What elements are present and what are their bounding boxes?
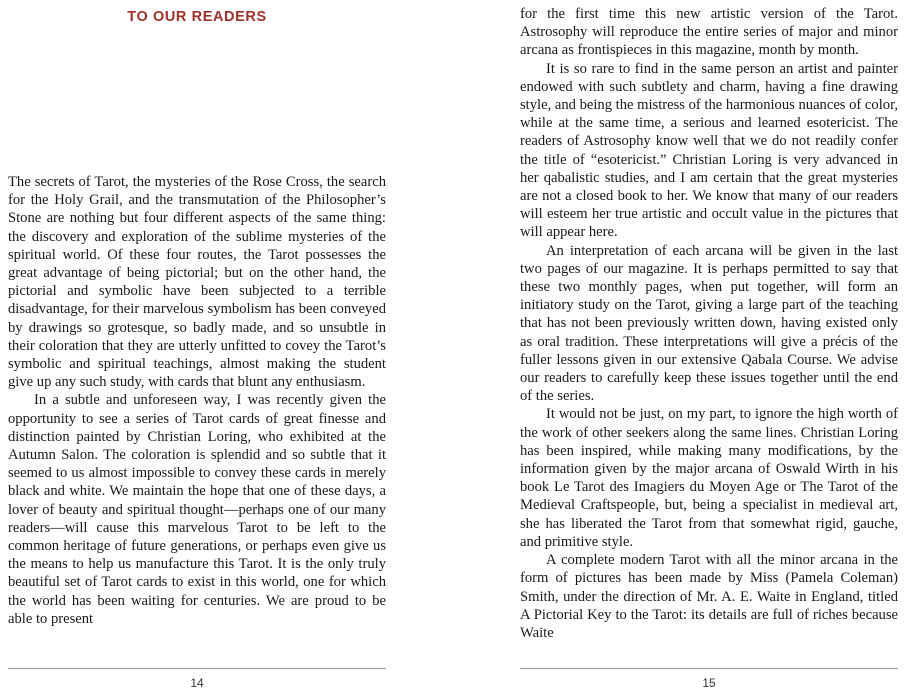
paragraph: It is so rare to find in the same person an artist and painter endowed with such subtlety and charm, having a fine drawing style, and being the mistress of the harmonious nuances of color, while at the same time, a serious and learned esotericist. The readers of Astrosophy know well that we do not readily confer the title of “esotericist.” Christian Loring is very advanced in her qabalistic studies, and I am certain that the great mysteries are not a closed book to her. We know that many of our readers will esteem her true artistic and occult value in the pictures that will appear here. (520, 60, 898, 241)
paragraph: An interpretation of each arcana will be given in the last two pages of our magazine. It is perhaps permitted to say that these two monthly pages, when put together, will form an initiatory study on the Tarot, giving a large part of the teaching that has not been previously written down, having existed only as oral tradition. These interpretations will give a précis of the fuller lessons given in our extensive Qabala Course. We advise our readers to carefully keep these issues together until the end of the series. (520, 242, 898, 405)
paragraph: It would not be just, on my part, to ignore the high worth of the work of other seekers along the same lines. Christian Loring has been inspired, while making many modifications, by the information given by the major arcana of Oswald Wirth in his book Le Tarot des Imagiers du Moyen Age or The Tarot of the Medieval Craftspeople, but, being a specialist in medieval art, she has liberated the Tarot from that somewhat rigid, gauche, and primitive style. (520, 406, 898, 550)
right-body-text (520, 5, 898, 642)
footer-rule (520, 668, 898, 669)
left-body-text (8, 173, 386, 628)
footer-rule (8, 668, 386, 669)
paragraph: A complete modern Tarot with all the minor arcana in the form of pictures has been made by Miss (Pamela Coleman) Smith, under the direction of Mr. A. E. Waite in England, titled A Pictorial Key to the Tarot: its details are full of riches because Waite (520, 552, 898, 641)
page-number: 14 (190, 676, 204, 690)
right-page (520, 0, 898, 694)
paragraph: In a subtle and unforeseen way, I was recently given the opportunity to see a series of Tarot cards of great finesse and distinction painted by Christian Loring, who exhibited at the Autumn Salon. The coloration is splendid and so subtle that it seemed to us almost impossible to convey these cards in merely black and white. We maintain the hope that one of these days, a lover of beauty and spiritual thought—perhaps one of our many readers—will cause this marvelous Tarot to be left to the common heritage of future generations, or perhaps even give us the means to help us manufacture this Tarot. It is the only truly beautiful set of Tarot cards to exist in this world, one for which the world has been waiting for centuries. We are proud to be able to present (8, 392, 386, 627)
left-page (8, 0, 386, 694)
page-heading: TO OUR READERS (127, 9, 267, 25)
paragraph: for the first time this new artistic version of the Tarot. Astrosophy will reproduce the entire series of major and minor arcana as frontispieces in this magazine, month by month. (520, 6, 898, 59)
page-number: 15 (702, 676, 716, 690)
paragraph: The secrets of Tarot, the mysteries of the Rose Cross, the search for the Holy Grail, and the transmutation of the Philosopher’s Stone are nothing but four different aspects of the same thing: the discovery and exploration of the sublime mysteries of the spiritual world. Of these four routes, the Tarot possesses the great advantage of being pictorial; but on the other hand, the pictorial and symbolic have been subjected to a terrible disadvantage, for their marvelous symbolism has been conveyed by drawings so grotesque, so badly made, and so unsubtle in their coloration that they are utterly unfitted to covey the Tarot’s symbolic and spiritual teachings, almost making the student give up any such study, with cards that blunt any enthusiasm. (8, 174, 386, 391)
